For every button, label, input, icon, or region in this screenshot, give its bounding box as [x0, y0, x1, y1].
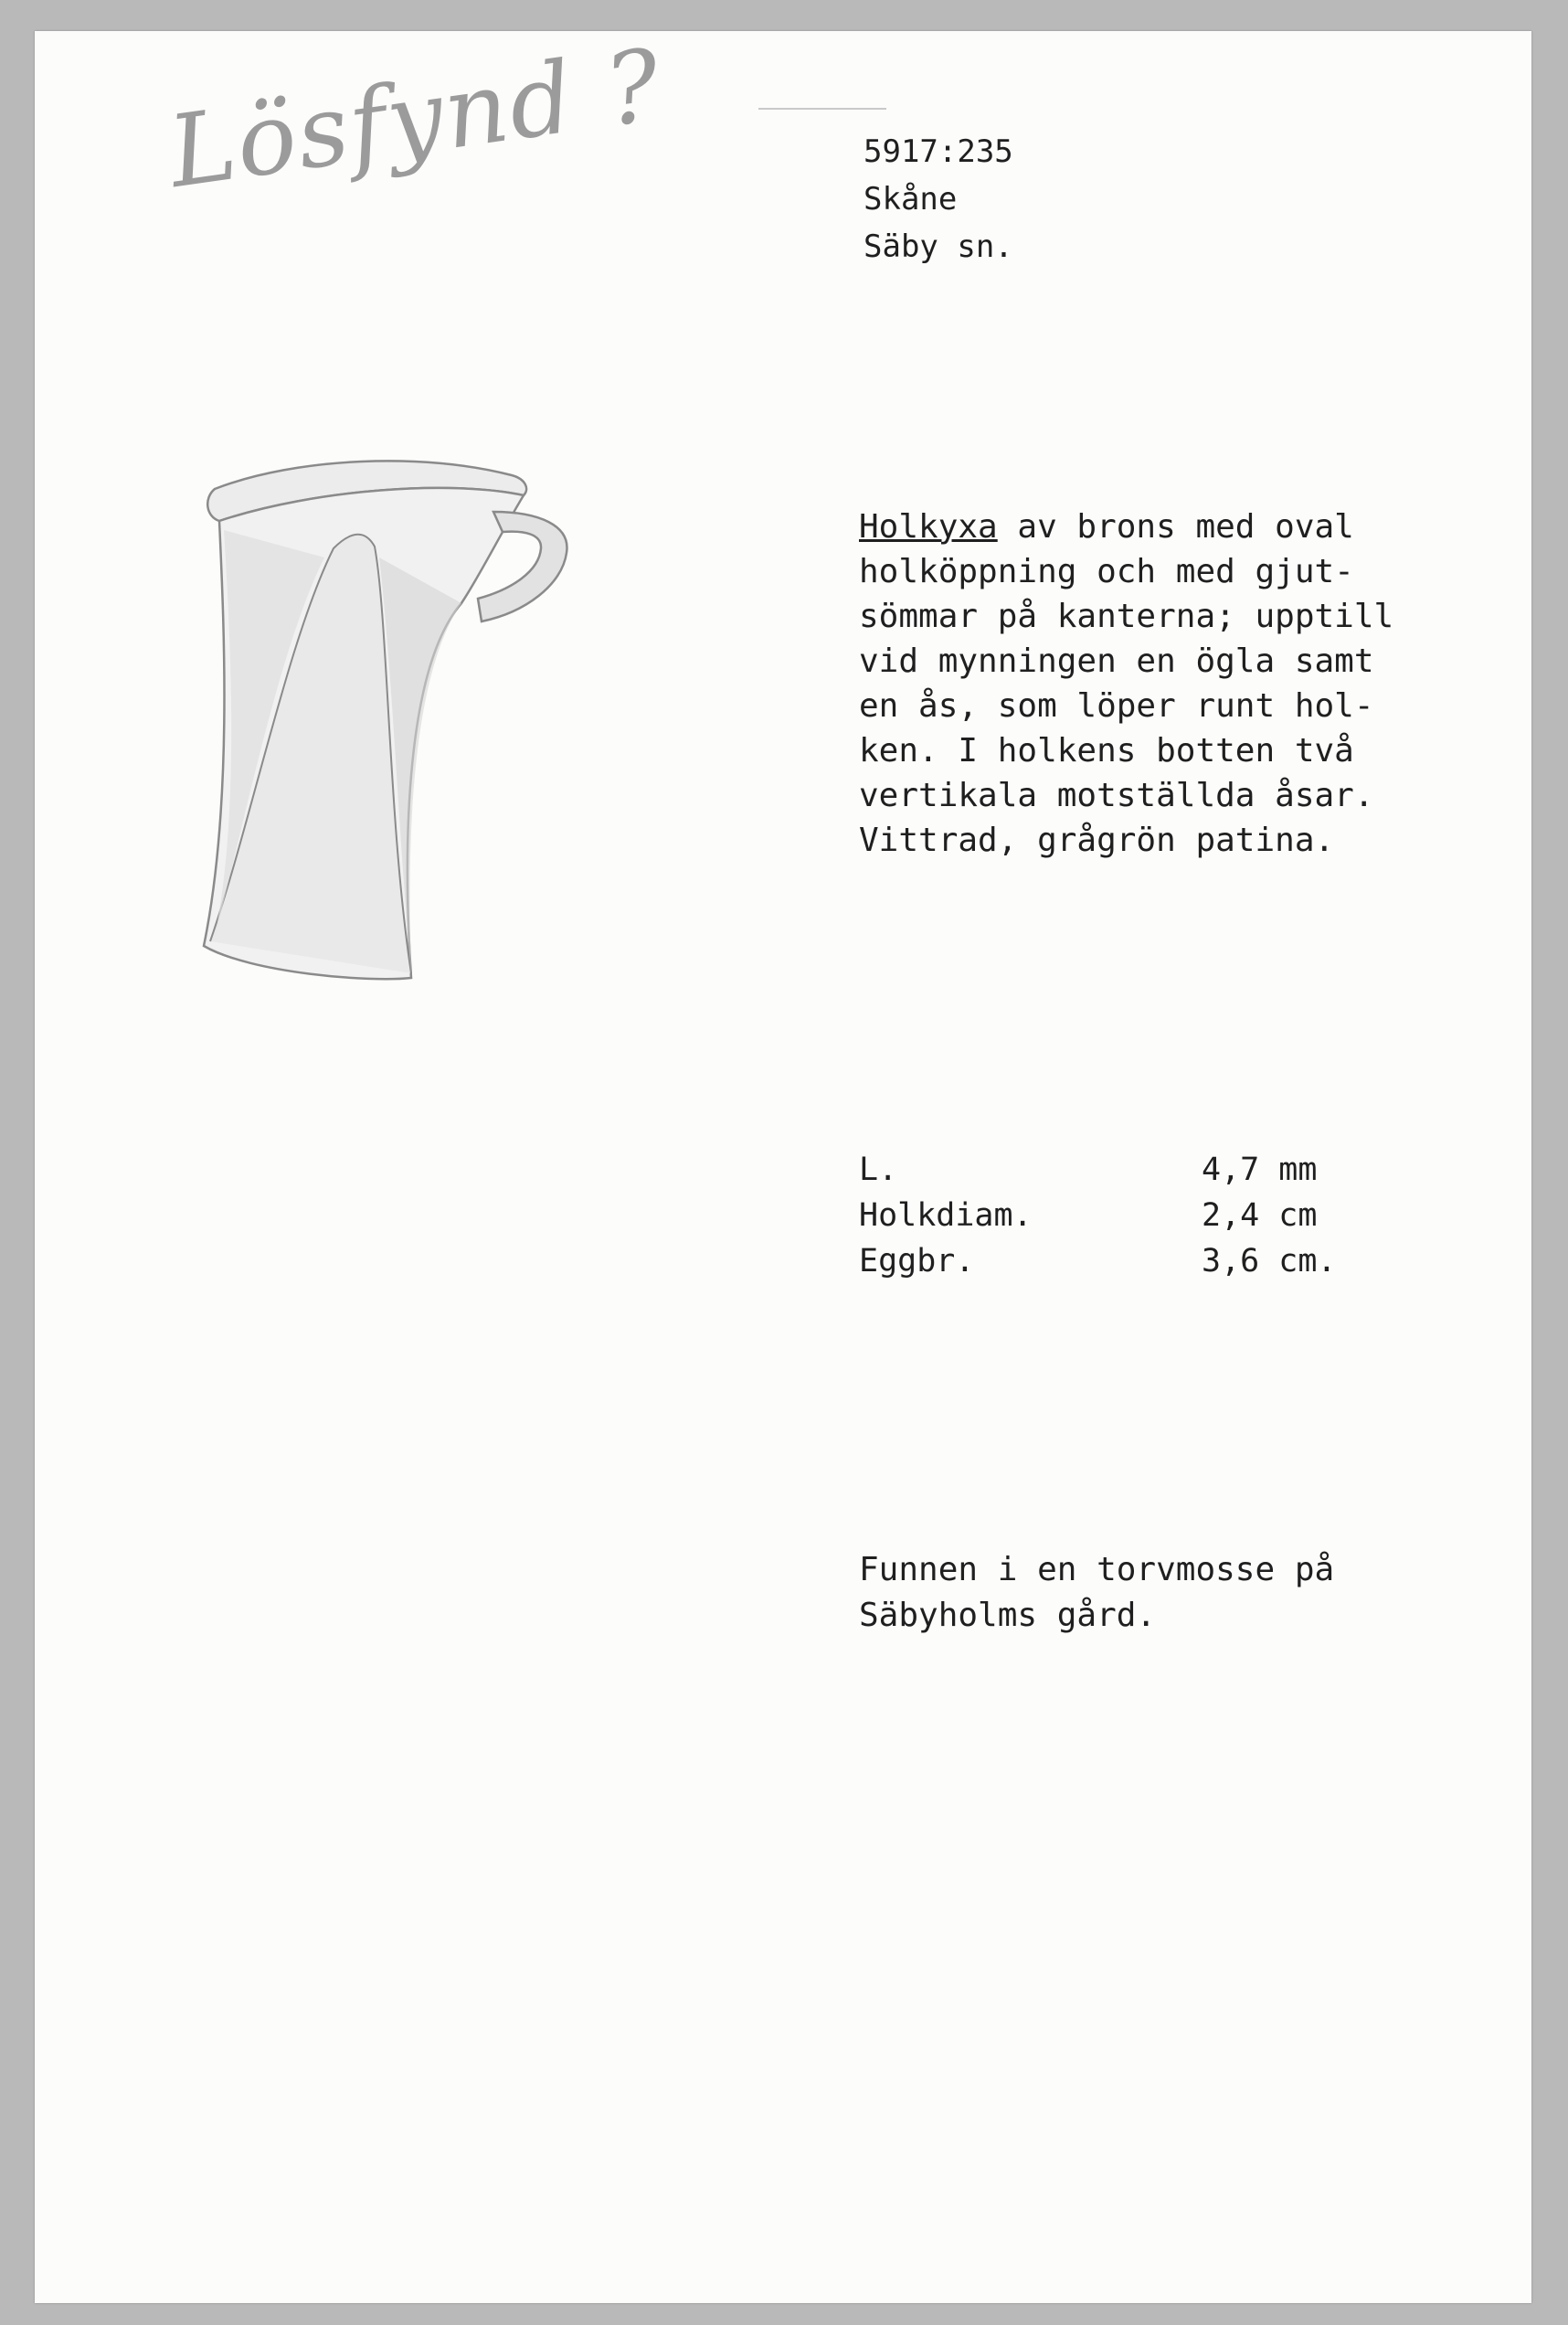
description-line: ken. I holkens botten två	[859, 732, 1354, 770]
description-line: vid mynningen en ögla samt	[859, 642, 1374, 680]
measurement-value: 3,6 cm.	[1202, 1243, 1337, 1279]
measurements	[859, 1147, 1337, 1284]
description-line: sömmar på kanterna; upptill	[859, 598, 1394, 635]
stamp-line	[758, 108, 886, 110]
find-note-line: Säbyholms gård.	[859, 1597, 1157, 1634]
axe-drawing	[187, 439, 626, 1005]
measurement-row	[859, 1147, 1337, 1193]
description-line-1	[859, 504, 1393, 549]
measurement-value: 2,4 cm	[1202, 1197, 1318, 1234]
measurement-row	[859, 1193, 1337, 1238]
catalog-number: 5917:235	[863, 133, 1013, 170]
parish: Säby sn.	[863, 228, 1013, 265]
description-line-1-rest: av brons med oval	[997, 508, 1354, 546]
description-line: en ås, som löper runt hol-	[859, 687, 1374, 725]
object-term: Holkyxa	[859, 508, 998, 546]
description-line: Vittrad, grågrön patina.	[859, 822, 1335, 859]
measurement-label: Holkdiam.	[859, 1197, 1033, 1234]
description-line: holköppning och med gjut-	[859, 553, 1354, 590]
measurement-row	[859, 1238, 1337, 1284]
description-line: vertikala motställda åsar.	[859, 777, 1374, 814]
description	[859, 504, 1393, 863]
measurement-label: L.	[859, 1152, 898, 1188]
measurement-value: 4,7 mm	[1202, 1152, 1318, 1188]
province: Skåne	[863, 181, 958, 218]
find-note	[859, 1547, 1334, 1639]
measurement-label: Eggbr.	[859, 1243, 975, 1279]
find-note-line: Funnen i en torvmosse på	[859, 1551, 1335, 1588]
card-header	[863, 128, 1013, 271]
handwritten-note: Lösfynd ?	[162, 27, 669, 210]
